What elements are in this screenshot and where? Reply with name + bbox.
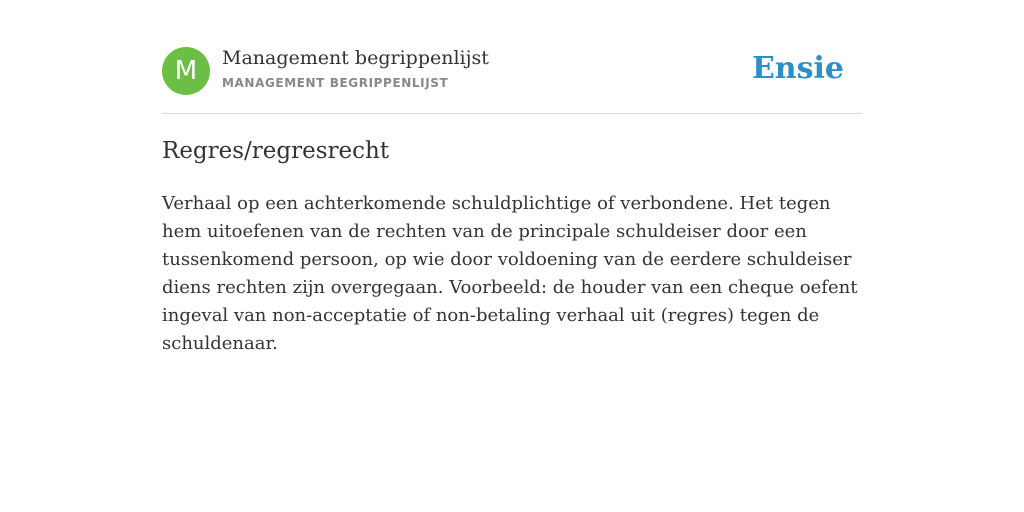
term-title: Regres/regresrecht <box>162 138 390 164</box>
ensie-logo[interactable]: Ensie <box>751 51 844 86</box>
source-header <box>162 47 862 97</box>
header-divider <box>162 113 862 114</box>
source-title[interactable]: Management begrippenlijst <box>222 47 489 69</box>
source-subtitle: MANAGEMENT BEGRIPPENLIJST <box>222 76 449 90</box>
source-avatar[interactable]: M <box>162 47 210 95</box>
term-definition: Verhaal op een achterkomende schuldplichtige of verbondene. Het tegen hem uitoefenen van de rechten van de principale schuldeiser door een tussenkomend persoon, op wie door voldoening van de eerdere schuldeiser diens rechten zijn overgegaan. Voorbeeld: de houder van een cheque oefent ingeval van non-acceptatie of non-betaling verhaal uit (regres) tegen de schuldenaar. <box>162 193 858 354</box>
